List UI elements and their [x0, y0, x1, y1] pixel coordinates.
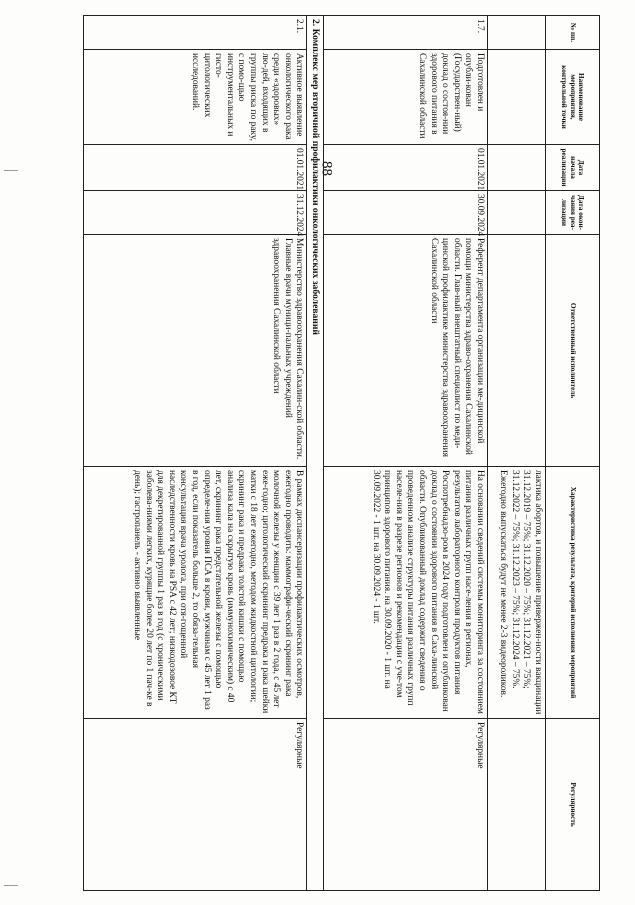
cell-regularity: Регулярные	[324, 719, 488, 891]
cell-regularity: Регулярные	[84, 719, 307, 891]
header-executor: Ответственный исполнитель	[546, 235, 600, 467]
margin-mark	[4, 170, 18, 171]
cell-num: 1.7.	[324, 16, 488, 50]
section-row	[307, 16, 324, 891]
rotated-table-wrapper	[83, 15, 600, 890]
header-regularity: Регулярность	[546, 719, 600, 891]
cell-end: 30.09.2024	[324, 191, 488, 235]
section-title: 2. Комплекс мер вторичной профилактики онкологических заболеваний	[307, 16, 324, 891]
cell-executor: Референт департамента организации ме-дицинской помощи министерства здраво-охранения Сахалинской области. Глав-ный внештатный специалист по меди-цинской профилактике министерства здравоохранения Сахалинской области	[324, 235, 488, 467]
table-row-continuation	[488, 16, 546, 891]
header-num: № пп.	[546, 16, 600, 50]
header-name: Наименование мероприятия, контрольной точки	[546, 50, 600, 145]
cell-start: 01.01.2021	[84, 145, 307, 191]
table-header-row	[546, 16, 600, 891]
activities-table	[83, 15, 600, 891]
margin-mark	[4, 885, 18, 886]
cell-result: лактика абортов, и повышение привержен-ности вакцинации 31.12.2019 – 75%; 31.12.2020 – 75%; 31.12.2021 – 75%; 31.12.2022 – 75%; 31.12.2023 – 75%; 31.12.2024 – 75%. Ежегодно выпускаться будут не менее 2-3 видеороликов.	[488, 467, 546, 719]
cell-num: 2.1.	[84, 16, 307, 50]
cell-result: В рамках диспансеризации профилактических осмотров, ежегодно проводить: маммографи-ческий скрининг рака молочной железы у женщин с 39 лет 1 раз в 2 года, с 45 лет еже-годно; цитологический скрининг предрака и рака шейки матки с 18 лет ежегодно, методом жидкостной цитологии; скрининг рака и предрака толстой кишки с помощью анализа кала на скрытую кровь (иммунохимическим) с 40 лет, скрининг рака предстательной железы с помощью определе-ния уровня ПСА в крови, мужчинам с 45 лет 1 раз в год, если показатель больше 2, то обяза-тельная консультация врача уролога, при отя-гощенной наследственности кровь на PSA с 42 лет; низкодозовое КТ для декретированной группы 1 раз в год (с хроническими заболева-ниями легких, курящие более 20 лет по 1 пач-ке в день); гастропанель - активно выявленные	[84, 467, 307, 719]
table-row-2-1	[84, 16, 307, 891]
page-number: 88	[318, 161, 335, 176]
header-result: Характеристика результата, критерий исполнения мероприятий	[546, 467, 600, 719]
cell-name: Активное выявление онкологического рака среди «здоровых» лю-дей, входящих в группы риска по раку, с помо-щью инструментальных и гисто-цитологических исследований.	[84, 50, 307, 145]
header-start: Дата начала реализации	[546, 145, 600, 191]
cell-result: На основании сведений системы мониторинга за состоянием питания различных групп насе-ления в регионах, результатов лабораторного контроля продуктов питания Роспотребнадзо-ром в 2024 году подготовлен и опубликован доклад о состоянии здорового питания в Саха-линской области. Опубликованный доклад содержит сведения о проведенном анализе структуры питания различных групп населе-ния в разрезе регионов и рекомендации с уче-том принципов здорового питания. на 30.09.2020 - 1 шт. на 30.09.2022 - 1 шт. на 30.09.2024 - 1 шт.	[324, 467, 488, 719]
cell-executor: Министерство здравоохранения Сахалин-ской области. Главные врачи муници-пальных учреждений здравоохранения Сахалинской области	[84, 235, 307, 467]
cell-start: 01.01.2021	[324, 145, 488, 191]
header-end: Дата окон-чания реа-лизации	[546, 191, 600, 235]
cell-end: 31.12.2024	[84, 191, 307, 235]
cell-name: Подготовлен и опубли-кован (Государствен-ный) доклад о состоя-нии здорового питания в Сахалинской области	[324, 50, 488, 145]
table-row-1-7	[324, 16, 488, 891]
